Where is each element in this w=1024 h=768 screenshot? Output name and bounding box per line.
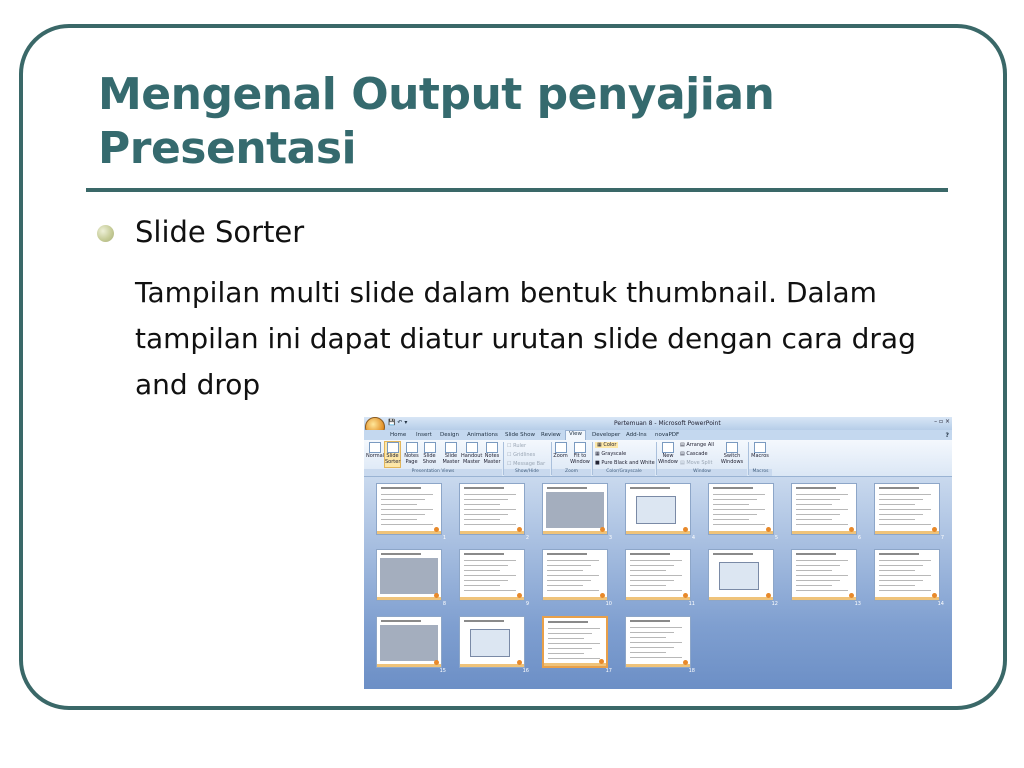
thumbnail-text-line bbox=[381, 514, 425, 515]
thumbnail-text-line bbox=[713, 509, 765, 510]
slide-thumbnail[interactable] bbox=[625, 616, 691, 668]
thumbnail-accent-bar bbox=[792, 531, 856, 534]
thumbnail-accent-bar bbox=[709, 597, 773, 600]
switch-windows-button[interactable] bbox=[718, 442, 746, 465]
normal-label: Normal bbox=[366, 453, 385, 459]
thumbnail-accent-bar bbox=[460, 597, 524, 600]
thumbnail-ornament-icon bbox=[849, 527, 854, 532]
thumbnail-heading bbox=[548, 621, 588, 623]
tab-home[interactable]: Home bbox=[390, 432, 407, 438]
thumbnail-text-line bbox=[796, 560, 848, 561]
thumbnail-text-line bbox=[547, 580, 591, 581]
slide-sorter-label: Slide Sorter bbox=[385, 453, 401, 465]
notes-page-button[interactable] bbox=[403, 442, 420, 465]
thumbnail-text-line bbox=[547, 560, 599, 561]
switch-windows-icon bbox=[726, 442, 738, 453]
thumbnail-text-line bbox=[879, 570, 915, 571]
group-label-zoom: Zoom bbox=[552, 469, 591, 476]
bullet-heading: Slide Sorter bbox=[135, 215, 305, 249]
thumbnail-text-line bbox=[879, 565, 923, 566]
thumbnail-text-line bbox=[630, 632, 674, 633]
thumbnail-text-line bbox=[548, 628, 600, 629]
slide-thumbnail[interactable] bbox=[625, 483, 691, 535]
tab-animations[interactable]: Animations bbox=[467, 432, 498, 438]
thumbnail-text-line bbox=[796, 499, 840, 500]
thumbnail-text-line bbox=[464, 580, 508, 581]
thumbnail-heading bbox=[713, 487, 753, 489]
slide-master-label: Slide Master bbox=[442, 453, 460, 465]
slide-thumbnail[interactable] bbox=[376, 483, 442, 535]
group-label-show-hide: Show/Hide bbox=[504, 469, 550, 476]
thumbnail-text-line bbox=[381, 509, 433, 510]
slide-number-label: 10 bbox=[605, 601, 612, 607]
grayscale-button[interactable]: ▦ Grayscale bbox=[595, 451, 627, 457]
slide-sorter-button[interactable] bbox=[384, 441, 401, 468]
group-label-window: Window bbox=[657, 469, 747, 476]
ribbon-view bbox=[364, 440, 952, 477]
thumbnail-text-line bbox=[548, 653, 584, 654]
zoom-label: Zoom bbox=[553, 453, 568, 459]
thumbnail-ornament-icon bbox=[517, 660, 522, 665]
thumbnail-accent-bar bbox=[875, 597, 939, 600]
slide-thumbnail[interactable] bbox=[874, 549, 940, 601]
thumbnail-heading bbox=[630, 620, 670, 622]
thumbnail-text-line bbox=[548, 648, 592, 649]
slide-number-label: 11 bbox=[688, 601, 695, 607]
thumbnail-text-line bbox=[713, 494, 765, 495]
thumbnail-text-line bbox=[879, 585, 915, 586]
thumbnail-ornament-icon bbox=[683, 527, 688, 532]
message-bar-label: Message Bar bbox=[513, 461, 546, 467]
move-split-label: Move Split bbox=[686, 460, 713, 466]
cascade-button[interactable]: ▤ Cascade bbox=[680, 451, 708, 457]
thumbnail-accent-bar bbox=[709, 531, 773, 534]
thumbnail-text-line bbox=[879, 524, 931, 525]
thumbnail-text-line bbox=[796, 575, 848, 576]
thumbnail-heading bbox=[464, 553, 504, 555]
slide-number-label: 7 bbox=[940, 535, 944, 541]
thumbnail-text-line bbox=[547, 570, 583, 571]
notes-page-icon bbox=[406, 442, 418, 453]
normal-view-button[interactable] bbox=[366, 442, 383, 460]
thumbnail-text-line bbox=[630, 575, 682, 576]
slide-thumbnail[interactable] bbox=[459, 549, 525, 601]
slide-number-label: 3 bbox=[608, 535, 612, 541]
thumbnail-text-line bbox=[796, 590, 848, 591]
thumbnail-heading bbox=[713, 553, 753, 555]
group-label-color-grayscale: Color/Grayscale bbox=[593, 469, 655, 476]
thumbnail-text-line bbox=[381, 494, 433, 495]
slide-number-label: 1 bbox=[442, 535, 446, 541]
fit-to-window-icon bbox=[574, 442, 586, 453]
thumbnail-accent-bar bbox=[543, 597, 607, 600]
tab-design[interactable]: Design bbox=[440, 432, 459, 438]
thumbnail-heading bbox=[879, 487, 919, 489]
thumbnail-accent-bar bbox=[626, 531, 690, 534]
thumbnail-text-line bbox=[464, 504, 500, 505]
bullet-icon bbox=[97, 225, 114, 242]
thumbnail-heading bbox=[547, 553, 587, 555]
thumbnail-ornament-icon bbox=[932, 527, 937, 532]
thumbnail-ornament-icon bbox=[600, 593, 605, 598]
tab-insert[interactable]: Insert bbox=[416, 432, 432, 438]
thumbnail-accent-bar bbox=[460, 664, 524, 667]
ribbon-tab-bar bbox=[364, 430, 952, 440]
thumbnail-heading bbox=[796, 487, 836, 489]
slide-number-label: 16 bbox=[522, 668, 529, 674]
window-title: Pertemuan 8 - Microsoft PowerPoint bbox=[614, 420, 721, 427]
thumbnail-text-line bbox=[630, 642, 682, 643]
thumbnail-text-line bbox=[548, 633, 592, 634]
thumbnail-heading bbox=[796, 553, 836, 555]
thumbnail-text-line bbox=[548, 658, 600, 659]
slide-thumbnail[interactable] bbox=[376, 616, 442, 668]
thumbnail-text-line bbox=[796, 565, 840, 566]
thumbnail-text-line bbox=[464, 524, 516, 525]
notes-master-label: Notes Master bbox=[483, 453, 501, 465]
thumbnail-text-line bbox=[547, 590, 599, 591]
thumbnail-heading bbox=[464, 620, 504, 622]
slide-show-button[interactable] bbox=[421, 442, 438, 465]
thumbnail-heading bbox=[879, 553, 919, 555]
thumbnail-text-line bbox=[713, 499, 757, 500]
thumbnail-text-line bbox=[464, 590, 516, 591]
thumbnail-text-line bbox=[796, 494, 848, 495]
thumbnail-heading bbox=[381, 620, 421, 622]
thumbnail-text-line bbox=[630, 637, 666, 638]
thumbnail-text-line bbox=[630, 560, 682, 561]
thumbnail-screenshot bbox=[546, 492, 604, 528]
thumbnail-accent-bar bbox=[626, 597, 690, 600]
thumbnail-text-line bbox=[879, 499, 923, 500]
thumbnail-heading bbox=[381, 487, 421, 489]
fit-to-window-button[interactable] bbox=[570, 442, 590, 465]
thumbnail-ornament-icon bbox=[434, 527, 439, 532]
macros-button[interactable] bbox=[750, 442, 770, 460]
thumbnail-ornament-icon bbox=[599, 659, 604, 664]
zoom-button[interactable] bbox=[552, 442, 569, 460]
thumbnail-text-line bbox=[879, 560, 931, 561]
thumbnail-screenshot bbox=[380, 558, 438, 594]
slide-title: Mengenal Output penyajian Presentasi bbox=[98, 69, 775, 174]
slide-master-button[interactable] bbox=[442, 442, 460, 465]
thumbnail-text-line bbox=[713, 514, 757, 515]
grayscale-label: Grayscale bbox=[601, 451, 627, 457]
thumbnail-text-line bbox=[796, 570, 832, 571]
thumbnail-text-line bbox=[464, 499, 508, 500]
slide-number-label: 17 bbox=[605, 668, 612, 674]
thumbnail-ornament-icon bbox=[434, 660, 439, 665]
thumbnail-text-line bbox=[547, 565, 591, 566]
thumbnail-accent-bar bbox=[377, 664, 441, 667]
slide-thumbnail[interactable] bbox=[791, 549, 857, 601]
zoom-icon bbox=[555, 442, 567, 453]
bullet-body-text: Tampilan multi slide dalam bentuk thumbnail. Dalam tampilan ini dapat diatur urutan slide dengan cara drag and drop bbox=[135, 276, 916, 401]
slide-number-label: 14 bbox=[937, 601, 944, 607]
thumbnail-ornament-icon bbox=[600, 527, 605, 532]
thumbnail-text-line bbox=[879, 580, 923, 581]
pure-black-white-button[interactable]: ■ Pure Black and White bbox=[595, 460, 655, 466]
tab-developer[interactable]: Developer bbox=[592, 432, 621, 438]
thumbnail-ornament-icon bbox=[849, 593, 854, 598]
slide-number-label: 12 bbox=[771, 601, 778, 607]
thumbnail-text-line bbox=[464, 585, 500, 586]
thumbnail-accent-bar bbox=[460, 531, 524, 534]
thumbnail-text-line bbox=[464, 509, 516, 510]
thumbnail-text-line bbox=[713, 524, 765, 525]
thumbnail-ornament-icon bbox=[766, 593, 771, 598]
cascade-label: Cascade bbox=[686, 451, 708, 457]
slide-number-label: 6 bbox=[857, 535, 861, 541]
thumbnail-text-line bbox=[796, 514, 840, 515]
thumbnail-text-line bbox=[879, 494, 931, 495]
title-divider bbox=[86, 188, 948, 192]
thumbnail-accent-bar bbox=[544, 663, 606, 666]
thumbnail-text-line bbox=[796, 524, 848, 525]
thumbnail-accent-bar bbox=[377, 597, 441, 600]
thumbnail-text-line bbox=[464, 565, 508, 566]
notes-master-button[interactable] bbox=[483, 442, 501, 465]
thumbnail-text-line bbox=[547, 585, 583, 586]
thumbnail-ornament-icon bbox=[683, 660, 688, 665]
slide-number-label: 9 bbox=[525, 601, 529, 607]
thumbnail-text-line bbox=[796, 580, 840, 581]
handout-master-label: Handout Master bbox=[461, 453, 483, 465]
color-button[interactable]: ▦ Color bbox=[597, 442, 617, 448]
thumbnail-text-line bbox=[381, 499, 425, 500]
slide-thumbnail[interactable] bbox=[791, 483, 857, 535]
thumbnail-text-line bbox=[796, 504, 832, 505]
thumbnail-text-line bbox=[381, 504, 417, 505]
thumbnail-ornament-icon bbox=[517, 527, 522, 532]
thumbnail-text-line bbox=[464, 575, 516, 576]
tab-view[interactable]: View bbox=[565, 430, 586, 440]
thumbnail-text-line bbox=[879, 575, 931, 576]
thumbnail-text-line bbox=[464, 494, 516, 495]
slide-number-label: 8 bbox=[442, 601, 446, 607]
thumbnail-picture bbox=[470, 629, 510, 657]
slide-sorter-icon bbox=[387, 442, 399, 453]
slide-show-icon bbox=[424, 442, 436, 453]
thumbnail-picture bbox=[719, 562, 759, 590]
thumbnail-picture bbox=[636, 496, 676, 524]
slide-master-icon bbox=[445, 442, 457, 453]
handout-master-button[interactable] bbox=[461, 442, 482, 465]
thumbnail-ornament-icon bbox=[683, 593, 688, 598]
slide-thumbnail[interactable] bbox=[459, 616, 525, 668]
slide-number-label: 2 bbox=[525, 535, 529, 541]
thumbnail-text-line bbox=[796, 509, 848, 510]
thumbnail-text-line bbox=[713, 504, 749, 505]
thumbnail-text-line bbox=[879, 514, 923, 515]
notes-master-icon bbox=[486, 442, 498, 453]
macros-icon bbox=[754, 442, 766, 453]
arrange-all-button[interactable]: ▤ Arrange All bbox=[680, 442, 715, 448]
slide-number-label: 4 bbox=[691, 535, 695, 541]
thumbnail-text-line bbox=[879, 504, 915, 505]
window-titlebar bbox=[364, 417, 952, 430]
new-window-button[interactable] bbox=[658, 442, 678, 465]
group-label-macros: Macros bbox=[749, 469, 772, 476]
slide-thumbnail[interactable] bbox=[708, 549, 774, 601]
thumbnail-ornament-icon bbox=[517, 593, 522, 598]
thumbnail-text-line bbox=[630, 657, 682, 658]
thumbnail-text-line bbox=[630, 627, 682, 628]
move-split-button[interactable]: ▤ Move Split bbox=[680, 460, 713, 466]
slide-number-label: 15 bbox=[439, 668, 446, 674]
thumbnail-text-line bbox=[630, 647, 674, 648]
thumbnail-text-line bbox=[464, 514, 508, 515]
slide-number-label: 18 bbox=[688, 668, 695, 674]
thumbnail-text-line bbox=[547, 575, 599, 576]
thumbnail-text-line bbox=[879, 590, 931, 591]
thumbnail-accent-bar bbox=[792, 597, 856, 600]
thumbnail-heading bbox=[381, 553, 421, 555]
handout-master-icon bbox=[466, 442, 478, 453]
powerpoint-screenshot bbox=[364, 417, 952, 689]
thumbnail-text-line bbox=[713, 519, 749, 520]
thumbnail-heading bbox=[630, 487, 670, 489]
thumbnail-text-line bbox=[548, 643, 600, 644]
thumbnail-ornament-icon bbox=[766, 527, 771, 532]
window-controls[interactable]: – ▫ × bbox=[934, 418, 950, 425]
slide-thumbnail[interactable] bbox=[874, 483, 940, 535]
ruler-checkbox[interactable]: ☐ Ruler bbox=[507, 443, 527, 449]
slide-thumbnail[interactable] bbox=[625, 549, 691, 601]
new-window-label: New Window bbox=[658, 453, 678, 465]
thumbnail-text-line bbox=[879, 509, 931, 510]
tab-review[interactable]: Review bbox=[541, 432, 561, 438]
thumbnail-heading bbox=[630, 553, 670, 555]
slide-number-label: 13 bbox=[854, 601, 861, 607]
fit-to-window-label: Fit to Window bbox=[570, 453, 590, 465]
thumbnail-text-line bbox=[630, 570, 666, 571]
gridlines-label: Gridlines bbox=[513, 452, 536, 458]
thumbnail-heading bbox=[547, 487, 587, 489]
switch-windows-label: Switch Windows bbox=[720, 453, 744, 465]
color-label: Color bbox=[603, 442, 617, 448]
group-label-presentation-views: Presentation Views bbox=[364, 469, 502, 476]
thumbnail-text-line bbox=[464, 560, 516, 561]
quick-access-toolbar[interactable]: 💾 ↶ ▾ bbox=[388, 419, 408, 426]
thumbnail-text-line bbox=[879, 519, 915, 520]
thumbnail-text-line bbox=[464, 519, 500, 520]
thumbnail-text-line bbox=[630, 580, 674, 581]
tab-novapdf[interactable]: novaPDF bbox=[655, 432, 680, 438]
pure-black-white-label: Pure Black and White bbox=[601, 460, 655, 466]
thumbnail-text-line bbox=[381, 519, 417, 520]
thumbnail-text-line bbox=[630, 585, 666, 586]
thumbnail-text-line bbox=[548, 638, 584, 639]
thumbnail-accent-bar bbox=[543, 531, 607, 534]
macros-label: Macros bbox=[751, 453, 769, 459]
slide-thumbnail[interactable] bbox=[542, 483, 608, 535]
thumbnail-text-line bbox=[630, 652, 666, 653]
slide-number-label: 5 bbox=[774, 535, 778, 541]
thumbnail-text-line bbox=[464, 570, 500, 571]
thumbnail-accent-bar bbox=[377, 531, 441, 534]
help-icon[interactable]: ? bbox=[945, 432, 949, 439]
thumbnail-accent-bar bbox=[875, 531, 939, 534]
slide-thumbnail[interactable] bbox=[376, 549, 442, 601]
thumbnail-text-line bbox=[796, 585, 832, 586]
thumbnail-text-line bbox=[630, 590, 682, 591]
thumbnail-screenshot bbox=[380, 625, 438, 661]
slide-sorter-pane bbox=[364, 477, 952, 689]
thumbnail-text-line bbox=[796, 519, 832, 520]
gridlines-checkbox[interactable]: ☐ Gridlines bbox=[507, 452, 536, 458]
tab-slide-show[interactable]: Slide Show bbox=[505, 432, 536, 438]
arrange-all-label: Arrange All bbox=[686, 442, 715, 448]
ruler-label: Ruler bbox=[513, 443, 527, 449]
normal-view-icon bbox=[369, 442, 381, 453]
message-bar-checkbox[interactable]: ☐ Message Bar bbox=[507, 461, 546, 467]
slide-thumbnail[interactable] bbox=[542, 616, 608, 668]
new-window-icon bbox=[662, 442, 674, 453]
thumbnail-ornament-icon bbox=[932, 593, 937, 598]
slide-thumbnail[interactable] bbox=[542, 549, 608, 601]
slide-thumbnail[interactable] bbox=[708, 483, 774, 535]
slide-thumbnail[interactable] bbox=[459, 483, 525, 535]
thumbnail-heading bbox=[464, 487, 504, 489]
thumbnail-text-line bbox=[630, 565, 674, 566]
thumbnail-accent-bar bbox=[626, 664, 690, 667]
slide-show-label: Slide Show bbox=[422, 453, 437, 465]
notes-page-label: Notes Page bbox=[404, 453, 419, 465]
thumbnail-text-line bbox=[381, 524, 433, 525]
thumbnail-ornament-icon bbox=[434, 593, 439, 598]
tab-add-ins[interactable]: Add-Ins bbox=[626, 432, 647, 438]
